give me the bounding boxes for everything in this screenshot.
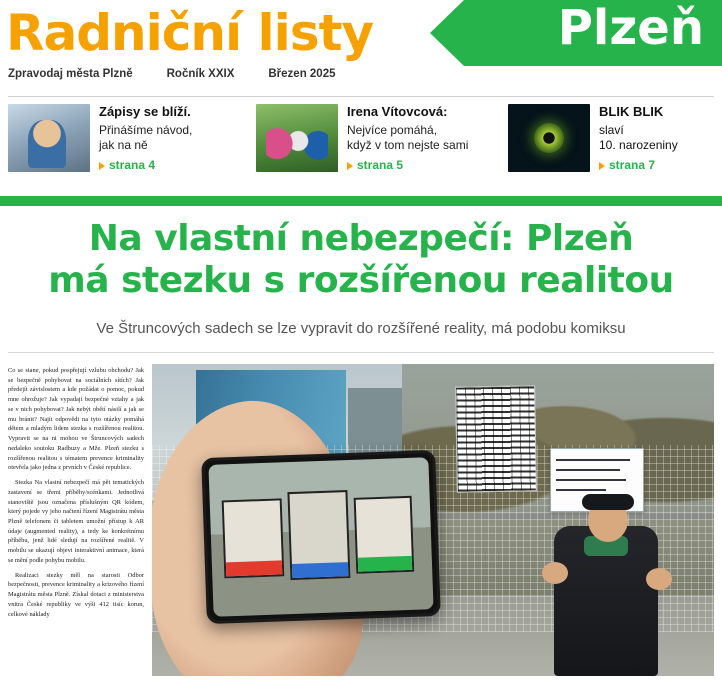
teaser-page-link[interactable]: [347, 158, 468, 173]
photo-person: [540, 464, 672, 676]
teaser-line-2: když v tom nejste sami: [347, 137, 469, 152]
masthead-volume: Ročník XXIX: [166, 68, 235, 80]
teaser-page-link[interactable]: [599, 158, 678, 173]
teaser-item[interactable]: [8, 104, 246, 174]
article-paragraph: Stezka Na vlastní nebezpečí má pět tematických zastavení se třemi příběhy/scénkami. Jednotlivá stanoviště jsou označena příslušným QR kódem, který pojede vy jeho načtení řízení Magistrátu města Plzně telefonem či tabletem umožní přístup k AR údaje (augmented reality), a tedy ke konkrétnímu příběhu, jenž lidé sledují na rozšířené realitě. V mobilu se ukazují objevi interaktivní animace, která se mění podle pohybu mobilu.: [8, 479, 144, 564]
person-hand-right: [646, 568, 672, 590]
ar-panel: [222, 498, 285, 578]
teaser-text: [599, 104, 678, 174]
sign-line: [556, 459, 630, 461]
newspaper-title: Radniční listy: [6, 4, 374, 62]
teaser-item[interactable]: [508, 104, 708, 174]
teaser-title: BLIK BLIK: [599, 104, 664, 119]
teaser-page-link[interactable]: [99, 158, 192, 173]
teaser-line-1: slaví: [599, 122, 624, 137]
teaser-line-2: 10. narozeniny: [599, 137, 678, 152]
masthead-subline: [8, 68, 336, 80]
teaser-strip: [8, 104, 714, 188]
teaser-line-1: Nejvíce pomáhá,: [347, 122, 438, 137]
triangle-icon: [347, 162, 353, 170]
page-title: [8, 218, 714, 302]
masthead-issue-date: Březen 2025: [268, 68, 336, 80]
triangle-icon: [599, 162, 605, 170]
phone-screen: [208, 457, 433, 617]
headline-line-2: má stezku s rozšířenou realitou: [48, 259, 674, 301]
teaser-text: [347, 104, 468, 174]
ar-panel: [287, 490, 350, 580]
article-paragraph: Co se stane, pokud pospřejují vzlubu obchodu? Jak se bezpečně pohybovat na sociálních sítích? Jak předejít závislostem a kde požádat o pomoc, pokud mne ohrožuje? Jak vypadají bezpečné vztahy a jak se v nich pohybovat? Jak nebýt obětí násilí a jak se mu bránit? Najít odpovědi na tyto otázky pomáhá dětem a mladým lidem stezka s rozšířenou realitou. Vypravit se na ni mohou ve Štruncových sadech nedaleko soutoku Radbuzy a Mže. Plzeň stezku s rozšířenou realitou s tématem prevence kriminality otevřela jako jedna z prvních v České republice.: [8, 367, 144, 472]
teaser-thumbnail-image: [256, 104, 338, 172]
teaser-thumbnail-image: [8, 104, 90, 172]
teaser-page-label: strana 4: [109, 158, 156, 173]
masthead-title-block: [0, 0, 470, 66]
city-name: Plzeň: [557, 0, 704, 56]
article-main-photo: [152, 364, 714, 676]
teaser-thumbnail-image: [508, 104, 590, 172]
triangle-icon: [99, 162, 105, 170]
masthead-green-banner: [464, 0, 722, 66]
ar-panel: [354, 496, 415, 574]
green-separator-band: [0, 196, 722, 206]
person-hat: [582, 494, 634, 510]
article-text-column: [8, 366, 144, 624]
ar-panel-tag: [292, 562, 348, 578]
teaser-page-label: strana 7: [609, 158, 656, 173]
headline-line-1: Na vlastní nebezpečí: Plzeň: [88, 218, 634, 259]
ar-panel-tag: [358, 556, 412, 572]
teaser-line-1: Přinášíme návod,: [99, 122, 193, 137]
article-paragraph: Realizaci stezky měl na starosti Odbor bezpečnosti, prevence kriminality a krizového řízení Magistrátu města Plzně. Získal dotaci z ministerstva vnitra České republiky ve výši 412 tisíc korun, celkové náklady: [8, 571, 144, 618]
teaser-text: [99, 104, 192, 174]
article-subheadline: Ve Štruncových sadech se lze vypravit do rozšířené reality, má podobu komiksu: [96, 320, 626, 337]
masthead-subtitle: Zpravodaj města Plzně: [8, 68, 133, 80]
perex-divider: [8, 352, 714, 353]
masthead: [0, 0, 722, 92]
photo-smartphone: [201, 450, 441, 624]
teaser-page-label: strana 5: [357, 158, 404, 173]
teaser-title: Zápisy se blíží.: [99, 104, 191, 119]
teaser-item[interactable]: [256, 104, 502, 174]
person-hand-left: [542, 562, 568, 584]
teaser-title: Irena Vítovcová:: [347, 104, 448, 119]
masthead-divider: [8, 96, 714, 97]
photo-comic-poster: [455, 385, 537, 492]
teaser-line-2: jak na ně: [99, 137, 148, 152]
ar-panel-tag: [226, 560, 282, 576]
